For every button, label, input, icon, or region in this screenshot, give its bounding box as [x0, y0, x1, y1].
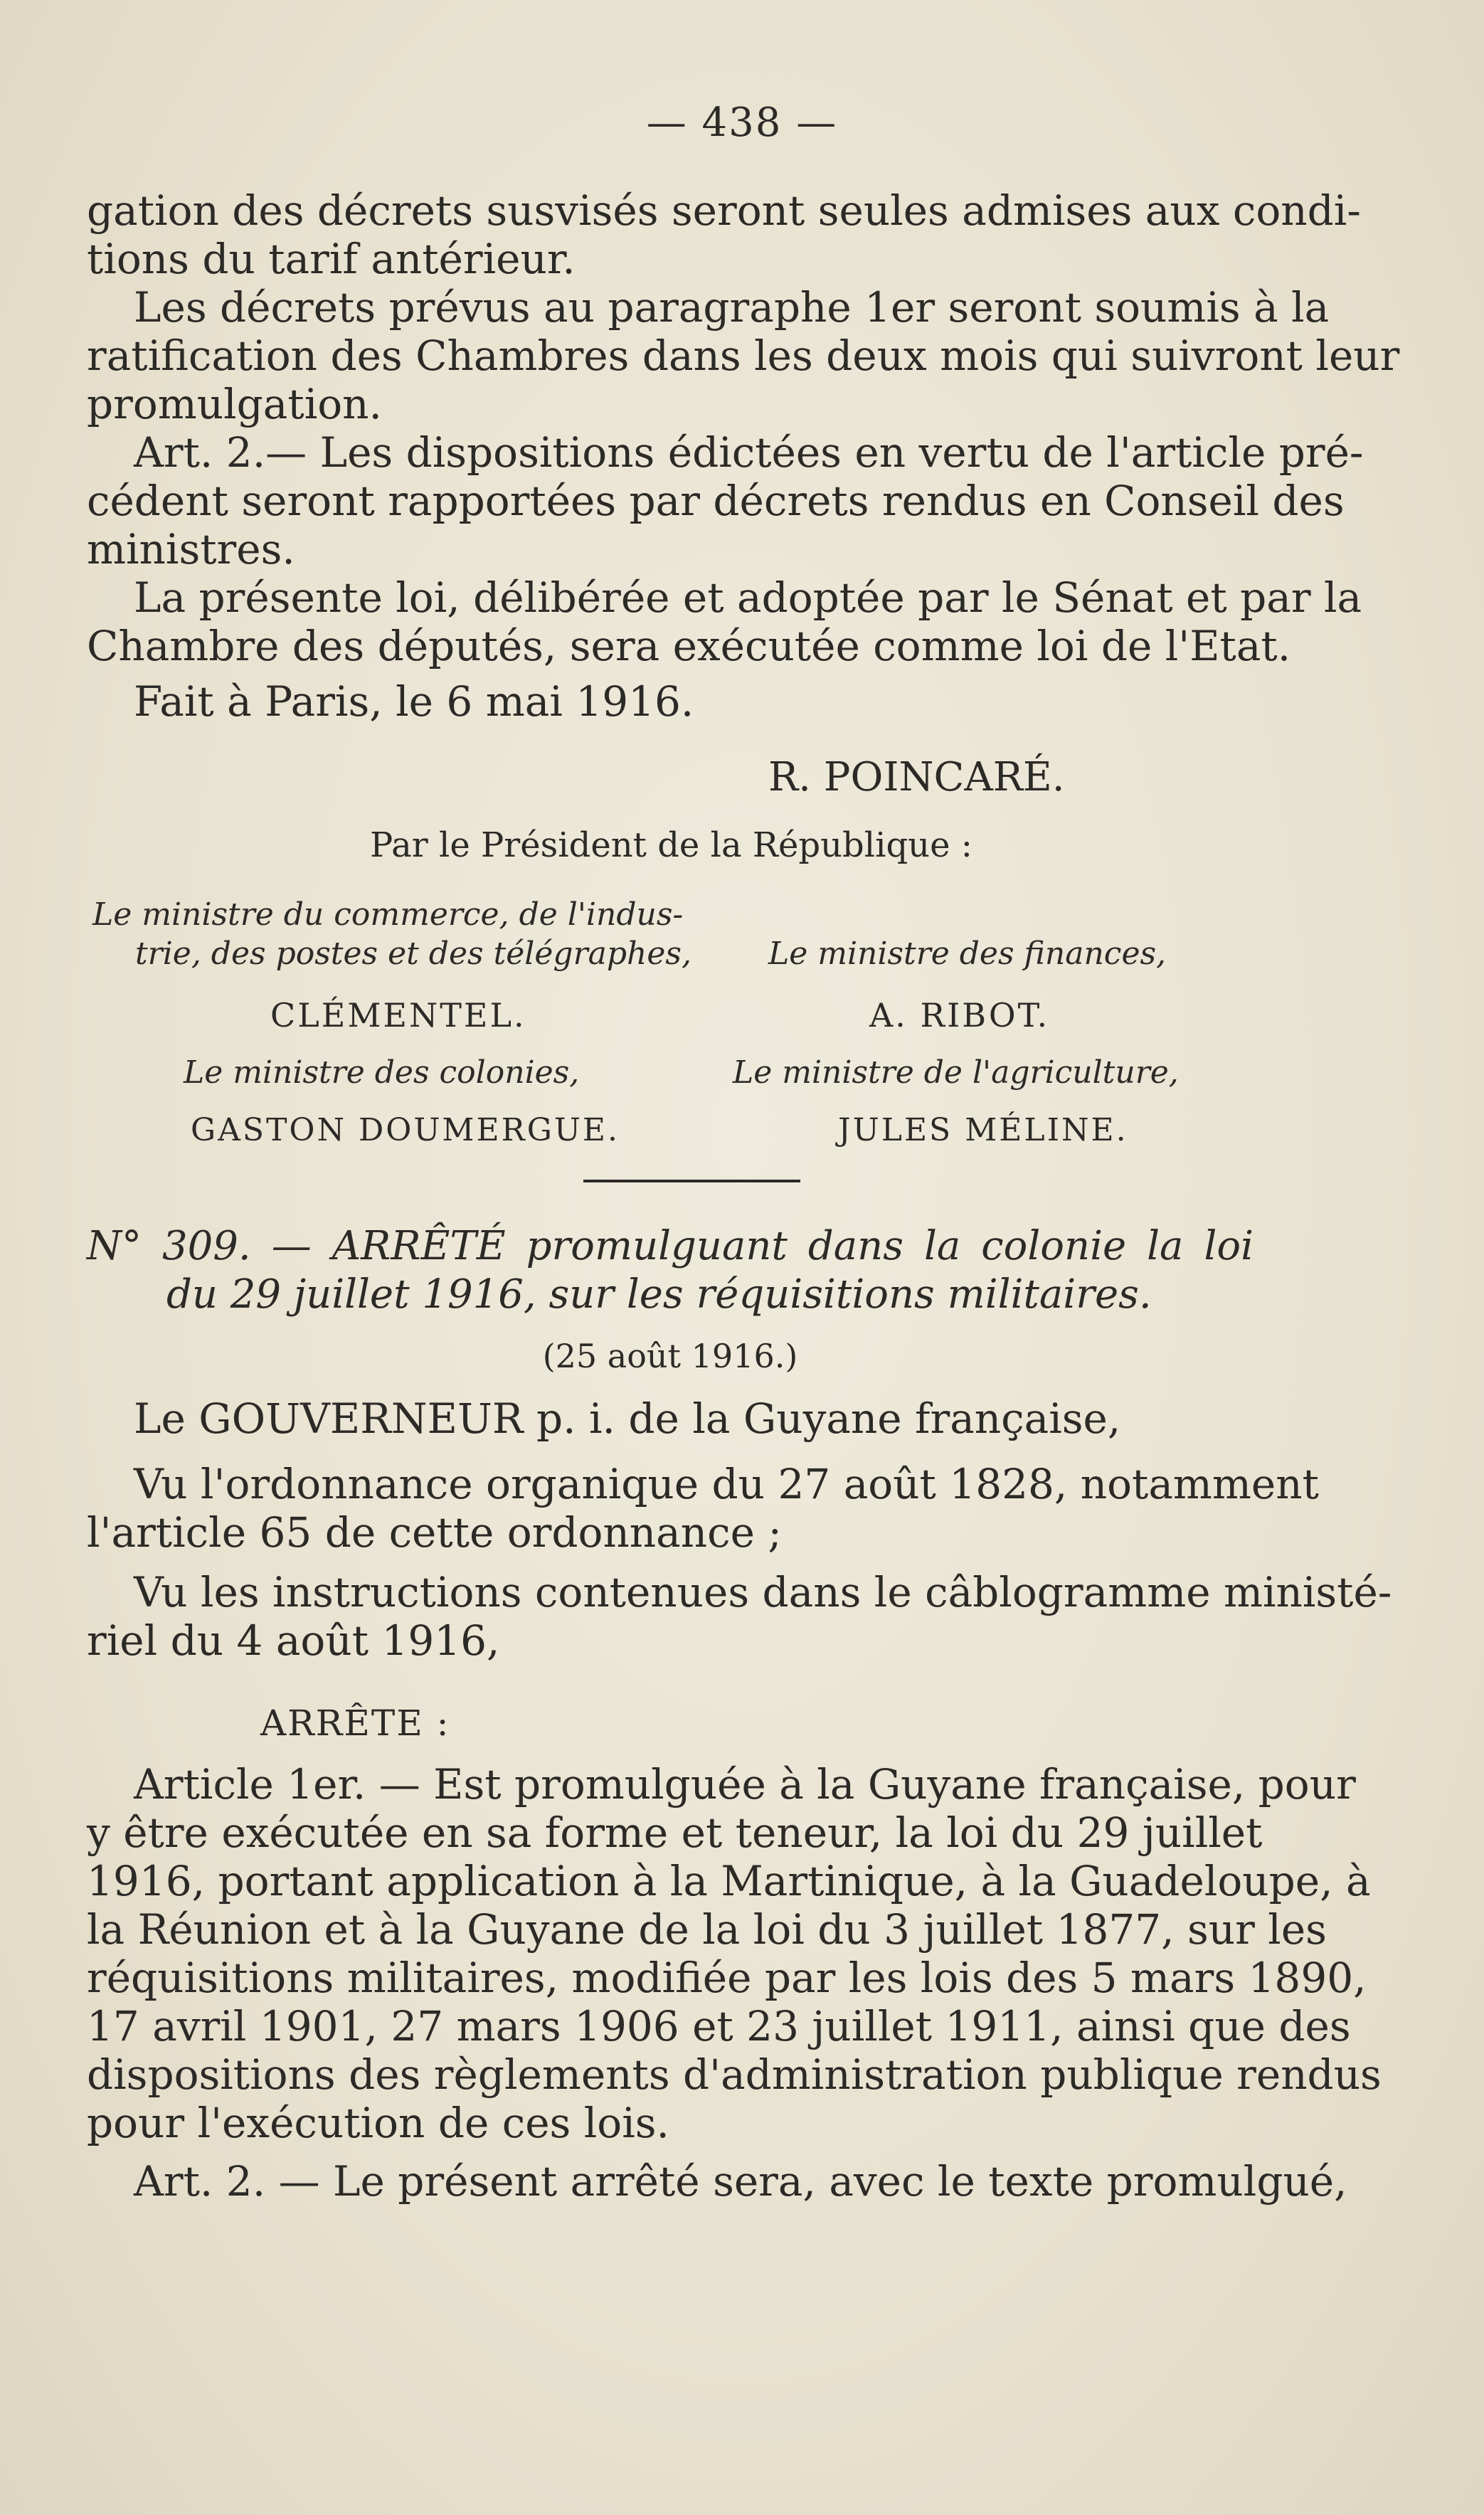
- text-line: gation des décrets susvisés seront seules admises aux condi-: [87, 186, 1361, 235]
- arrete-date: (25 août 1916.): [542, 1337, 798, 1375]
- text-line: la Réunion et à la Guyane de la loi du 3 juillet 1877, sur les: [87, 1905, 1327, 1954]
- text-line: y être exécutée en sa forme et teneur, la loi du 29 juillet: [87, 1809, 1263, 1857]
- article-1-line: Article 1er. — Est promulguée à la Guyane française, pour: [134, 1760, 1356, 1809]
- minister-name-agriculture: JULES MÉLINE.: [838, 1112, 1128, 1148]
- text-line: ministres.: [87, 525, 295, 573]
- arrete-heading: du 29 juillet 1916, sur les réquisitions militaires.: [166, 1271, 1152, 1318]
- text-line: riel du 4 août 1916,: [87, 1616, 500, 1665]
- text-line: Les décrets prévus au paragraphe 1er seront soumis à la: [134, 283, 1330, 332]
- president-signature: R. POINCARÉ.: [768, 754, 1065, 800]
- text-line: 1916, portant application à la Martinique, à la Guadeloupe, à: [87, 1857, 1371, 1905]
- arrete-heading: N° 309. — ARRÊTÉ promulguant dans la colonie la loi: [87, 1223, 1254, 1269]
- text-line: l'article 65 de cette ordonnance ;: [87, 1508, 782, 1557]
- text-line: promulgation.: [87, 380, 382, 428]
- text-line: La présente loi, délibérée et adoptée par le Sénat et par la: [134, 573, 1362, 622]
- text-line: 17 avril 1901, 27 mars 1906 et 23 juillet 1911, ainsi que des: [87, 2002, 1351, 2050]
- text-line: Vu les instructions contenues dans le câblogramme ministé-: [134, 1568, 1392, 1616]
- minister-title-commerce: Le ministre du commerce, de l'indus-: [92, 896, 684, 933]
- minister-name-finances: A. RIBOT.: [869, 996, 1050, 1034]
- page-number: — 438 —: [646, 100, 838, 146]
- text-line: Chambre des députés, sera exécutée comme loi de l'Etat.: [87, 622, 1291, 670]
- article-2-line: Art. 2.— Les dispositions édictées en vertu de l'article pré-: [134, 428, 1364, 477]
- text-line: cédent seront rapportées par décrets rendus en Conseil des: [87, 477, 1345, 525]
- text-line: réquisitions militaires, modifiée par les lois des 5 mars 1890,: [87, 1954, 1367, 2002]
- text-line: Vu l'ordonnance organique du 27 août 1828, notamment: [134, 1460, 1319, 1508]
- text-line: dispositions des règlements d'administration publique rendus: [87, 2050, 1382, 2099]
- minister-name-colonies: GASTON DOUMERGUE.: [191, 1112, 620, 1148]
- minister-title-finances: Le ministre des finances,: [768, 936, 1167, 972]
- governor-line: Le GOUVERNEUR p. i. de la Guyane française,: [134, 1394, 1121, 1443]
- text-line: tions du tarif antérieur.: [87, 235, 576, 283]
- arrete-label: ARRÊTE :: [260, 1703, 450, 1744]
- text-line: ratification des Chambres dans les deux mois qui suivront leur: [87, 332, 1400, 380]
- par-le-president: Par le Président de la République :: [370, 825, 972, 865]
- minister-title-commerce: trie, des postes et des télégraphes,: [135, 936, 691, 972]
- section-divider: [583, 1180, 800, 1182]
- minister-title-agriculture: Le ministre de l'agriculture,: [733, 1054, 1179, 1091]
- date-line: Fait à Paris, le 6 mai 1916.: [134, 677, 694, 726]
- article-2-line: Art. 2. — Le présent arrêté sera, avec le texte promulgué,: [134, 2157, 1347, 2206]
- minister-title-colonies: Le ministre des colonies,: [184, 1054, 580, 1091]
- text-line: pour l'exécution de ces lois.: [87, 2099, 669, 2147]
- minister-name-commerce: CLÉMENTEL.: [270, 996, 526, 1034]
